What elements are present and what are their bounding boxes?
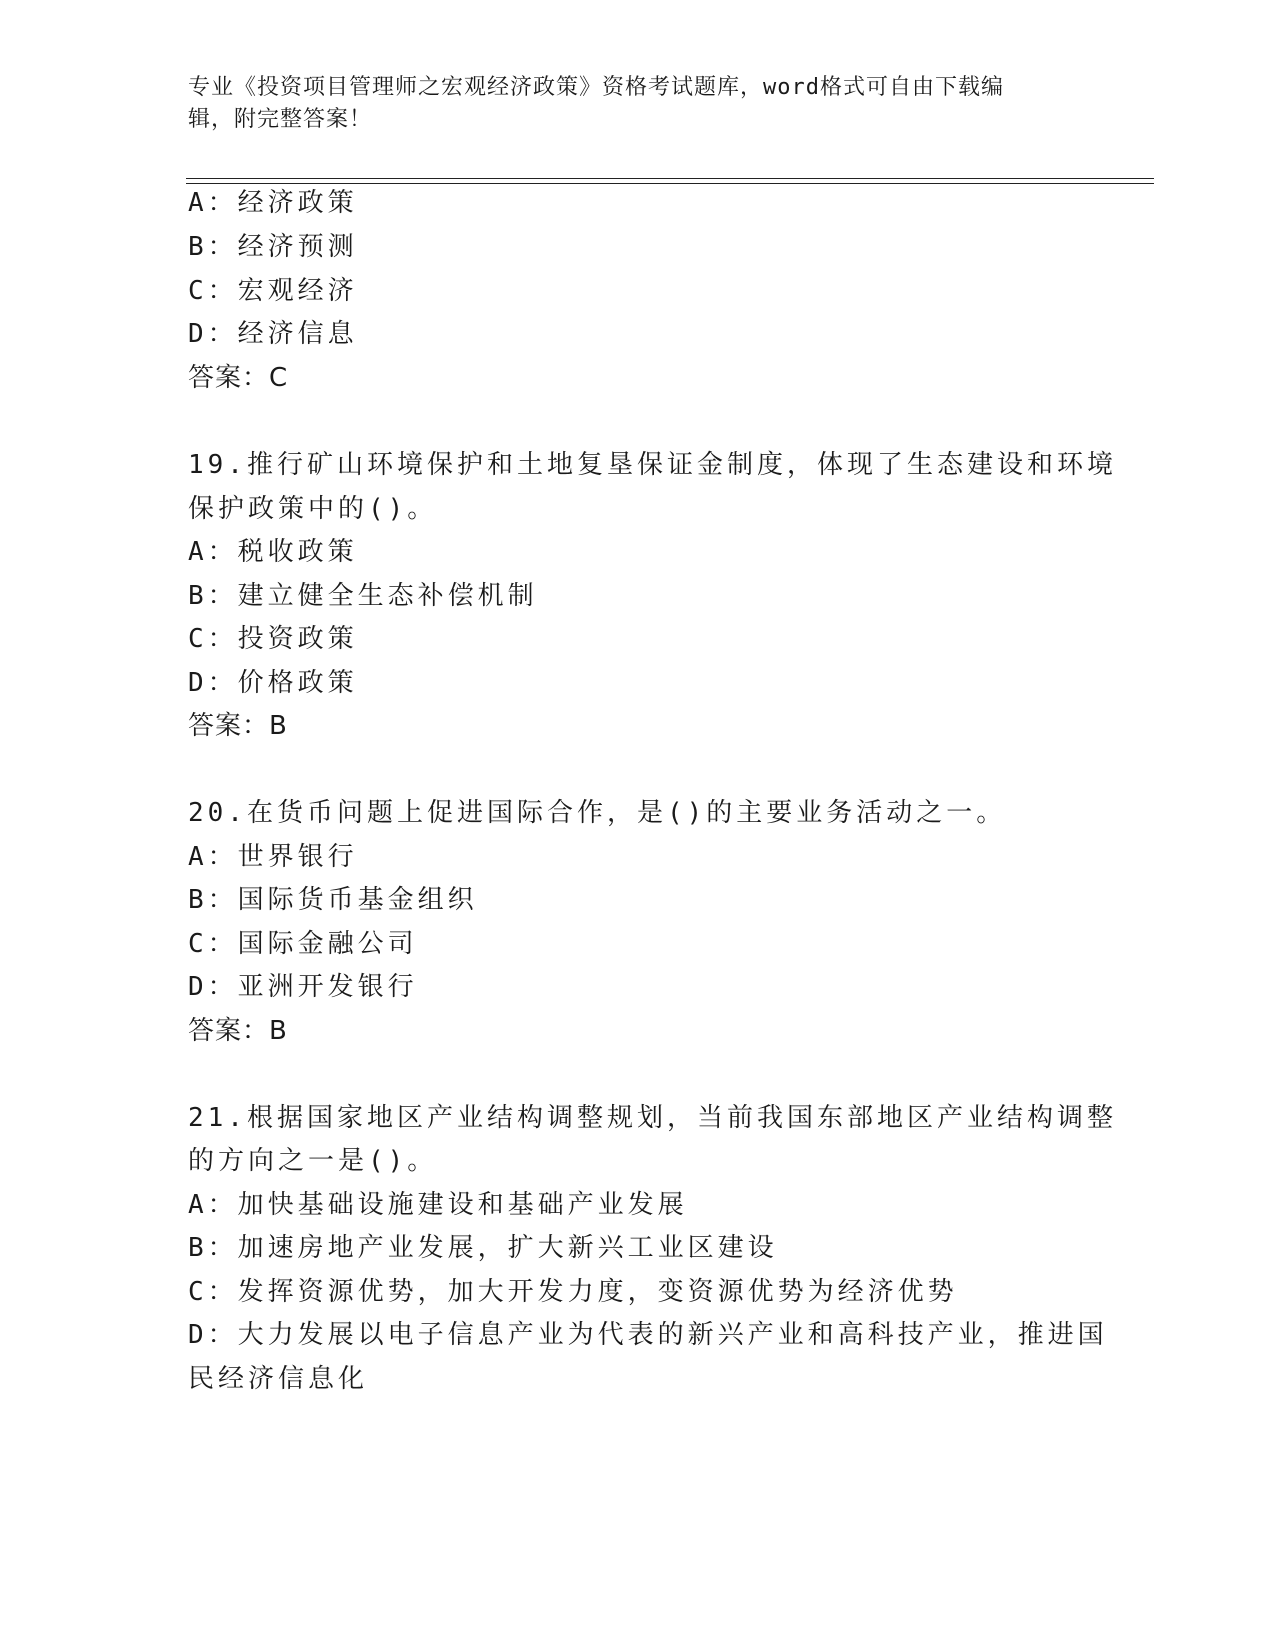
q20-option-b: B：国际货币基金组织 (188, 885, 478, 915)
q18-answer: 答案：C (188, 363, 289, 393)
q19-answer: 答案：B (188, 711, 288, 741)
header-line-1: 专业《投资项目管理师之宏观经济政策》资格考试题库，word格式可自由下载编 (188, 75, 1004, 100)
header-divider (186, 178, 1154, 184)
q19-option-d: D：价格政策 (188, 668, 358, 698)
q19-option-c: C：投资政策 (188, 624, 358, 654)
q20-option-a: A：世界银行 (188, 842, 358, 872)
document-header (188, 72, 1068, 136)
q20-stem-line-1: 20.在货币问题上促进国际合作，是()的主要业务活动之一。 (188, 798, 1007, 828)
q21-option-b: B：加速房地产业发展，扩大新兴工业区建设 (188, 1233, 778, 1263)
q20-option-c: C：国际金融公司 (188, 929, 418, 959)
q21-option-d-line-2: 民经济信息化 (188, 1364, 369, 1394)
q19-option-a: A：税收政策 (188, 537, 358, 567)
q18-option-c: C：宏观经济 (188, 276, 358, 306)
q21-option-a: A：加快基础设施建设和基础产业发展 (188, 1190, 688, 1220)
q21-option-d: D：大力发展以电子信息产业为代表的新兴产业和高科技产业，推进国 (188, 1320, 1108, 1350)
q19-stem-line-1: 19.推行矿山环境保护和土地复垦保证金制度，体现了生态建设和环境 (188, 450, 1117, 480)
q21-option-c: C：发挥资源优势，加大开发力度，变资源优势为经济优势 (188, 1277, 958, 1307)
q20-answer: 答案：B (188, 1016, 288, 1046)
q18-option-d: D：经济信息 (188, 319, 358, 349)
q18-option-b: B：经济预测 (188, 232, 358, 262)
q19-option-b: B：建立健全生态补偿机制 (188, 581, 538, 611)
q21-stem-line-1: 21.根据国家地区产业结构调整规划，当前我国东部地区产业结构调整 (188, 1103, 1117, 1133)
q21-stem-line-2: 的方向之一是()。 (188, 1146, 438, 1176)
q18-option-a: A：经济政策 (188, 188, 358, 218)
q19-stem-line-2: 保护政策中的()。 (188, 494, 438, 524)
header-line-2: 辑，附完整答案！ (188, 107, 373, 132)
q20-option-d: D：亚洲开发银行 (188, 972, 418, 1002)
